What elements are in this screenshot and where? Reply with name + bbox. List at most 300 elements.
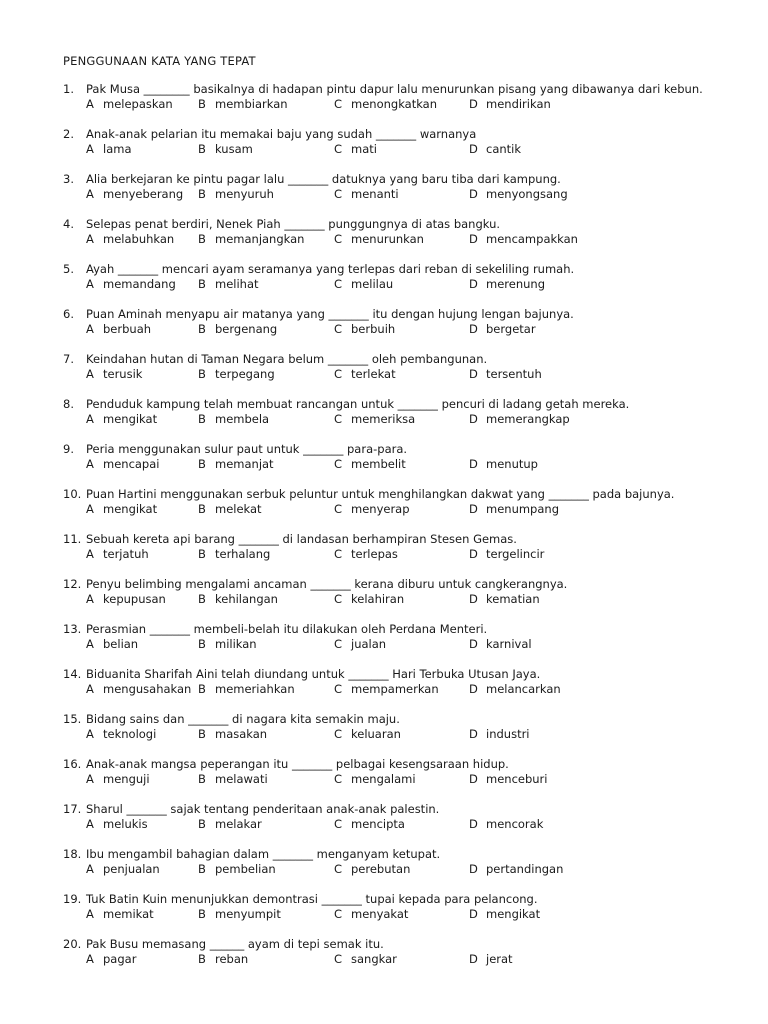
option-text: tersentuh	[486, 367, 542, 381]
option-text: mempamerkan	[351, 682, 439, 696]
option-letter: D	[469, 232, 478, 246]
option-text: memandang	[103, 277, 176, 291]
option-text: kusam	[215, 142, 253, 156]
option-text: menutup	[486, 457, 538, 471]
option-text: menceburi	[486, 772, 548, 786]
option-text: pertandingan	[486, 862, 564, 876]
option-text: sangkar	[351, 952, 397, 966]
option-c	[334, 772, 416, 787]
option-text: melukis	[103, 817, 148, 831]
option-text: bergetar	[486, 322, 536, 336]
option-b	[198, 907, 281, 922]
question-number: 13.	[63, 622, 82, 636]
option-row	[0, 592, 768, 607]
question-text: Bidang sains dan _______ di nagara kita semakin maju.	[86, 712, 400, 726]
option-letter: A	[86, 367, 94, 381]
option-c	[334, 97, 437, 112]
option-a	[86, 682, 191, 697]
option-text: mengikat	[103, 502, 158, 516]
question-number: 8.	[63, 397, 74, 411]
option-letter: C	[334, 637, 343, 651]
option-text: memeriahkan	[215, 682, 295, 696]
question-stem	[63, 712, 400, 727]
option-b	[198, 592, 278, 607]
option-a	[86, 187, 183, 202]
option-b	[198, 97, 288, 112]
option-b	[198, 232, 304, 247]
option-text: membela	[215, 412, 270, 426]
option-c	[334, 862, 410, 877]
option-row	[0, 862, 768, 877]
question-item	[0, 847, 768, 892]
question-list	[0, 82, 768, 982]
option-text: mengikat	[103, 412, 158, 426]
option-text: milikan	[215, 637, 257, 651]
option-letter: C	[334, 817, 343, 831]
option-letter: A	[86, 772, 94, 786]
option-letter: A	[86, 682, 94, 696]
option-text: lama	[103, 142, 132, 156]
option-text: memikat	[103, 907, 154, 921]
question-stem	[63, 802, 439, 817]
option-text: melihat	[215, 277, 259, 291]
option-letter: A	[86, 592, 94, 606]
option-letter: C	[334, 907, 343, 921]
question-stem	[63, 622, 487, 637]
question-item	[0, 937, 768, 982]
option-letter: D	[469, 682, 478, 696]
option-c	[334, 412, 415, 427]
option-letter: B	[198, 907, 206, 921]
question-stem	[63, 262, 574, 277]
option-text: karnival	[486, 637, 532, 651]
option-c	[334, 142, 377, 157]
question-number: 5.	[63, 262, 74, 276]
option-text: menyuruh	[215, 187, 274, 201]
option-letter: D	[469, 637, 478, 651]
option-a	[86, 637, 138, 652]
option-c	[334, 367, 396, 382]
option-c	[334, 727, 401, 742]
option-text: industri	[486, 727, 530, 741]
option-d	[469, 907, 540, 922]
option-b	[198, 637, 257, 652]
option-letter: A	[86, 862, 94, 876]
option-row	[0, 322, 768, 337]
option-a	[86, 502, 157, 517]
question-number: 9.	[63, 442, 74, 456]
option-text: kepupusan	[103, 592, 166, 606]
question-text: Puan Aminah menyapu air matanya yang _______ itu dengan hujung lengan bajunya.	[86, 307, 574, 321]
question-number: 1.	[63, 82, 74, 96]
option-a	[86, 547, 149, 562]
option-text: bergenang	[215, 322, 278, 336]
option-letter: C	[334, 97, 343, 111]
option-c	[334, 457, 406, 472]
option-letter: C	[334, 682, 343, 696]
option-b	[198, 502, 262, 517]
option-letter: D	[469, 367, 478, 381]
option-letter: B	[198, 457, 206, 471]
option-text: berbuah	[103, 322, 152, 336]
question-item	[0, 892, 768, 937]
option-letter: B	[198, 97, 206, 111]
option-letter: D	[469, 97, 478, 111]
option-letter: B	[198, 412, 206, 426]
option-letter: A	[86, 547, 94, 561]
option-text: melakar	[215, 817, 262, 831]
option-d	[469, 682, 561, 697]
option-row	[0, 277, 768, 292]
question-number: 10.	[63, 487, 82, 501]
option-text: kehilangan	[215, 592, 278, 606]
question-text: Selepas penat berdiri, Nenek Piah _______ punggungnya di atas bangku.	[86, 217, 501, 231]
question-item	[0, 802, 768, 847]
question-stem	[63, 667, 540, 682]
option-text: terhalang	[215, 547, 271, 561]
question-item	[0, 307, 768, 352]
option-letter: C	[334, 547, 343, 561]
option-b	[198, 367, 275, 382]
option-letter: D	[469, 592, 478, 606]
option-letter: D	[469, 817, 478, 831]
option-text: menongkatkan	[351, 97, 437, 111]
option-letter: D	[469, 187, 478, 201]
question-stem	[63, 217, 500, 232]
option-letter: B	[198, 637, 206, 651]
question-stem	[63, 487, 674, 502]
option-letter: A	[86, 97, 94, 111]
option-letter: A	[86, 727, 94, 741]
option-text: reban	[215, 952, 249, 966]
option-c	[334, 322, 395, 337]
option-text: mencorak	[486, 817, 544, 831]
question-number: 14.	[63, 667, 82, 681]
option-letter: B	[198, 862, 206, 876]
question-text: Perasmian _______ membeli-belah itu dilakukan oleh Perdana Menteri.	[86, 622, 488, 636]
option-a	[86, 457, 159, 472]
option-d	[469, 727, 530, 742]
option-text: pembelian	[215, 862, 276, 876]
question-item	[0, 712, 768, 757]
option-d	[469, 772, 547, 787]
question-stem	[63, 937, 384, 952]
option-text: menyumpit	[215, 907, 281, 921]
option-letter: A	[86, 817, 94, 831]
question-item	[0, 82, 768, 127]
question-item	[0, 127, 768, 172]
option-text: mengikat	[486, 907, 541, 921]
option-letter: D	[469, 547, 478, 561]
question-stem	[63, 352, 487, 367]
option-d	[469, 142, 521, 157]
option-text: tergelincir	[486, 547, 545, 561]
option-c	[334, 682, 439, 697]
option-row	[0, 502, 768, 517]
option-text: menyeberang	[103, 187, 184, 201]
option-b	[198, 682, 295, 697]
option-letter: D	[469, 907, 478, 921]
option-row	[0, 367, 768, 382]
option-c	[334, 502, 410, 517]
option-d	[469, 637, 532, 652]
option-text: teknologi	[103, 727, 157, 741]
question-text: Keindahan hutan di Taman Negara belum _______ oleh pembangunan.	[86, 352, 488, 366]
option-b	[198, 952, 248, 967]
option-text: terlepas	[351, 547, 398, 561]
option-letter: A	[86, 952, 94, 966]
option-text: terlekat	[351, 367, 396, 381]
question-text: Ayah _______ mencari ayam seramanya yang terlepas dari reban di sekeliling rumah.	[86, 262, 575, 276]
worksheet-title: PENGGUNAAN KATA YANG TEPAT	[63, 54, 256, 68]
option-a	[86, 412, 157, 427]
question-text: Puan Hartini menggunakan serbuk peluntur untuk menghilangkan dakwat yang _______ pada bajunya.	[86, 487, 675, 501]
option-row	[0, 682, 768, 697]
option-d	[469, 187, 568, 202]
option-text: melabuhkan	[103, 232, 175, 246]
question-number: 16.	[63, 757, 82, 771]
option-text: masakan	[215, 727, 268, 741]
option-b	[198, 277, 259, 292]
option-text: mencapai	[103, 457, 160, 471]
option-text: jerat	[486, 952, 513, 966]
option-letter: B	[198, 682, 206, 696]
option-text: cantik	[486, 142, 522, 156]
option-row	[0, 412, 768, 427]
option-b	[198, 142, 253, 157]
question-item	[0, 262, 768, 307]
option-letter: C	[334, 142, 343, 156]
option-letter: A	[86, 457, 94, 471]
option-letter: D	[469, 457, 478, 471]
option-d	[469, 367, 542, 382]
option-d	[469, 502, 559, 517]
question-number: 7.	[63, 352, 74, 366]
question-item	[0, 577, 768, 622]
option-b	[198, 817, 262, 832]
option-text: membelit	[351, 457, 406, 471]
question-text: Tuk Batin Kuin menunjukkan demontrasi _______ tupai kepada para pelancong.	[86, 892, 538, 906]
option-row	[0, 142, 768, 157]
option-letter: B	[198, 772, 206, 786]
question-text: Anak-anak mangsa peperangan itu _______ pelbagai kesengsaraan hidup.	[86, 757, 509, 771]
option-a	[86, 142, 132, 157]
option-c	[334, 277, 393, 292]
option-text: menyongsang	[486, 187, 568, 201]
question-item	[0, 757, 768, 802]
option-letter: D	[469, 277, 478, 291]
option-text: memeriksa	[351, 412, 416, 426]
option-d	[469, 322, 536, 337]
option-letter: C	[334, 727, 343, 741]
option-text: memanjat	[215, 457, 274, 471]
option-a	[86, 322, 151, 337]
question-stem	[63, 577, 567, 592]
option-letter: C	[334, 322, 343, 336]
question-number: 4.	[63, 217, 74, 231]
option-b	[198, 547, 270, 562]
option-letter: C	[334, 232, 343, 246]
option-a	[86, 907, 154, 922]
option-text: terpegang	[215, 367, 275, 381]
option-row	[0, 772, 768, 787]
question-text: Peria menggunakan sulur paut untuk _______ para-para.	[86, 442, 408, 456]
option-letter: A	[86, 142, 94, 156]
option-text: membiarkan	[215, 97, 288, 111]
option-text: menanti	[351, 187, 399, 201]
question-stem	[63, 172, 561, 187]
option-letter: A	[86, 637, 94, 651]
option-letter: B	[198, 952, 206, 966]
option-row	[0, 817, 768, 832]
option-row	[0, 97, 768, 112]
option-letter: B	[198, 277, 206, 291]
option-text: keluaran	[351, 727, 401, 741]
option-text: terjatuh	[103, 547, 149, 561]
question-stem	[63, 82, 703, 97]
option-letter: C	[334, 367, 343, 381]
option-letter: A	[86, 277, 94, 291]
option-letter: C	[334, 412, 343, 426]
option-text: menyerap	[351, 502, 410, 516]
option-a	[86, 592, 166, 607]
option-c	[334, 817, 405, 832]
option-a	[86, 277, 176, 292]
question-number: 17.	[63, 802, 82, 816]
option-text: mencipta	[351, 817, 405, 831]
option-b	[198, 727, 267, 742]
option-text: menumpang	[486, 502, 559, 516]
option-text: berbuih	[351, 322, 396, 336]
option-a	[86, 232, 174, 247]
question-stem	[63, 127, 476, 142]
option-text: kematian	[486, 592, 540, 606]
question-text: Sebuah kereta api barang _______ di landasan berhampiran Stesen Gemas.	[86, 532, 517, 546]
option-letter: B	[198, 727, 206, 741]
option-text: mencampakkan	[486, 232, 578, 246]
option-d	[469, 952, 513, 967]
option-letter: D	[469, 772, 478, 786]
option-letter: C	[334, 502, 343, 516]
option-text: kelahiran	[351, 592, 405, 606]
question-text: Alia berkejaran ke pintu pagar lalu _______ datuknya yang baru tiba dari kampung.	[86, 172, 561, 186]
question-number: 18.	[63, 847, 82, 861]
option-a	[86, 367, 142, 382]
option-text: merenung	[486, 277, 545, 291]
option-text: melepaskan	[103, 97, 173, 111]
question-number: 6.	[63, 307, 74, 321]
option-letter: A	[86, 502, 94, 516]
option-d	[469, 97, 551, 112]
question-text: Pak Musa ________ basikalnya di hadapan pintu dapur lalu menurunkan pisang yang dibawanya dari kebun.	[86, 82, 703, 96]
question-number: 19.	[63, 892, 82, 906]
option-text: menguji	[103, 772, 150, 786]
option-text: melawati	[215, 772, 268, 786]
option-letter: B	[198, 142, 206, 156]
question-text: Anak-anak pelarian itu memakai baju yang sudah _______ warnanya	[86, 127, 477, 141]
option-d	[469, 547, 544, 562]
option-row	[0, 547, 768, 562]
option-letter: A	[86, 322, 94, 336]
question-text: Sharul _______ sajak tentang penderitaan anak-anak palestin.	[86, 802, 440, 816]
option-c	[334, 637, 386, 652]
option-row	[0, 637, 768, 652]
option-text: memerangkap	[486, 412, 570, 426]
question-number: 12.	[63, 577, 82, 591]
option-text: melekat	[215, 502, 262, 516]
option-row	[0, 187, 768, 202]
question-text: Biduanita Sharifah Aini telah diundang untuk _______ Hari Terbuka Utusan Jaya.	[86, 667, 541, 681]
option-letter: D	[469, 412, 478, 426]
question-text: Penyu belimbing mengalami ancaman _______ kerana diburu untuk cangkerangnya.	[86, 577, 568, 591]
option-b	[198, 772, 268, 787]
option-text: mati	[351, 142, 377, 156]
option-letter: C	[334, 187, 343, 201]
question-stem	[63, 892, 538, 907]
option-a	[86, 772, 150, 787]
option-c	[334, 232, 424, 247]
option-letter: D	[469, 727, 478, 741]
option-a	[86, 97, 173, 112]
option-text: melancarkan	[486, 682, 561, 696]
option-letter: B	[198, 592, 206, 606]
option-a	[86, 862, 160, 877]
question-number: 2.	[63, 127, 74, 141]
option-text: memanjangkan	[215, 232, 305, 246]
option-letter: C	[334, 277, 343, 291]
option-d	[469, 277, 545, 292]
question-number: 15.	[63, 712, 82, 726]
option-text: mendirikan	[486, 97, 551, 111]
option-letter: B	[198, 817, 206, 831]
option-b	[198, 322, 277, 337]
option-text: penjualan	[103, 862, 160, 876]
question-item	[0, 487, 768, 532]
question-text: Ibu mengambil bahagian dalam _______ menganyam ketupat.	[86, 847, 441, 861]
option-text: melilau	[351, 277, 394, 291]
option-letter: C	[334, 457, 343, 471]
option-d	[469, 592, 540, 607]
option-c	[334, 187, 399, 202]
option-letter: D	[469, 862, 478, 876]
option-letter: B	[198, 502, 206, 516]
option-text: menyakat	[351, 907, 409, 921]
option-text: belian	[103, 637, 139, 651]
option-letter: D	[469, 322, 478, 336]
option-c	[334, 592, 404, 607]
option-c	[334, 907, 408, 922]
option-c	[334, 547, 398, 562]
option-letter: C	[334, 772, 343, 786]
question-stem	[63, 307, 574, 322]
option-text: mengusahakan	[103, 682, 192, 696]
option-letter: B	[198, 187, 206, 201]
option-text: mengalami	[351, 772, 416, 786]
option-b	[198, 412, 269, 427]
option-b	[198, 862, 276, 877]
option-row	[0, 907, 768, 922]
option-letter: D	[469, 142, 478, 156]
question-number: 20.	[63, 937, 82, 951]
option-letter: A	[86, 907, 94, 921]
option-a	[86, 727, 156, 742]
option-text: perebutan	[351, 862, 411, 876]
option-letter: D	[469, 952, 478, 966]
option-letter: D	[469, 502, 478, 516]
option-letter: A	[86, 232, 94, 246]
option-d	[469, 232, 578, 247]
option-letter: A	[86, 187, 94, 201]
